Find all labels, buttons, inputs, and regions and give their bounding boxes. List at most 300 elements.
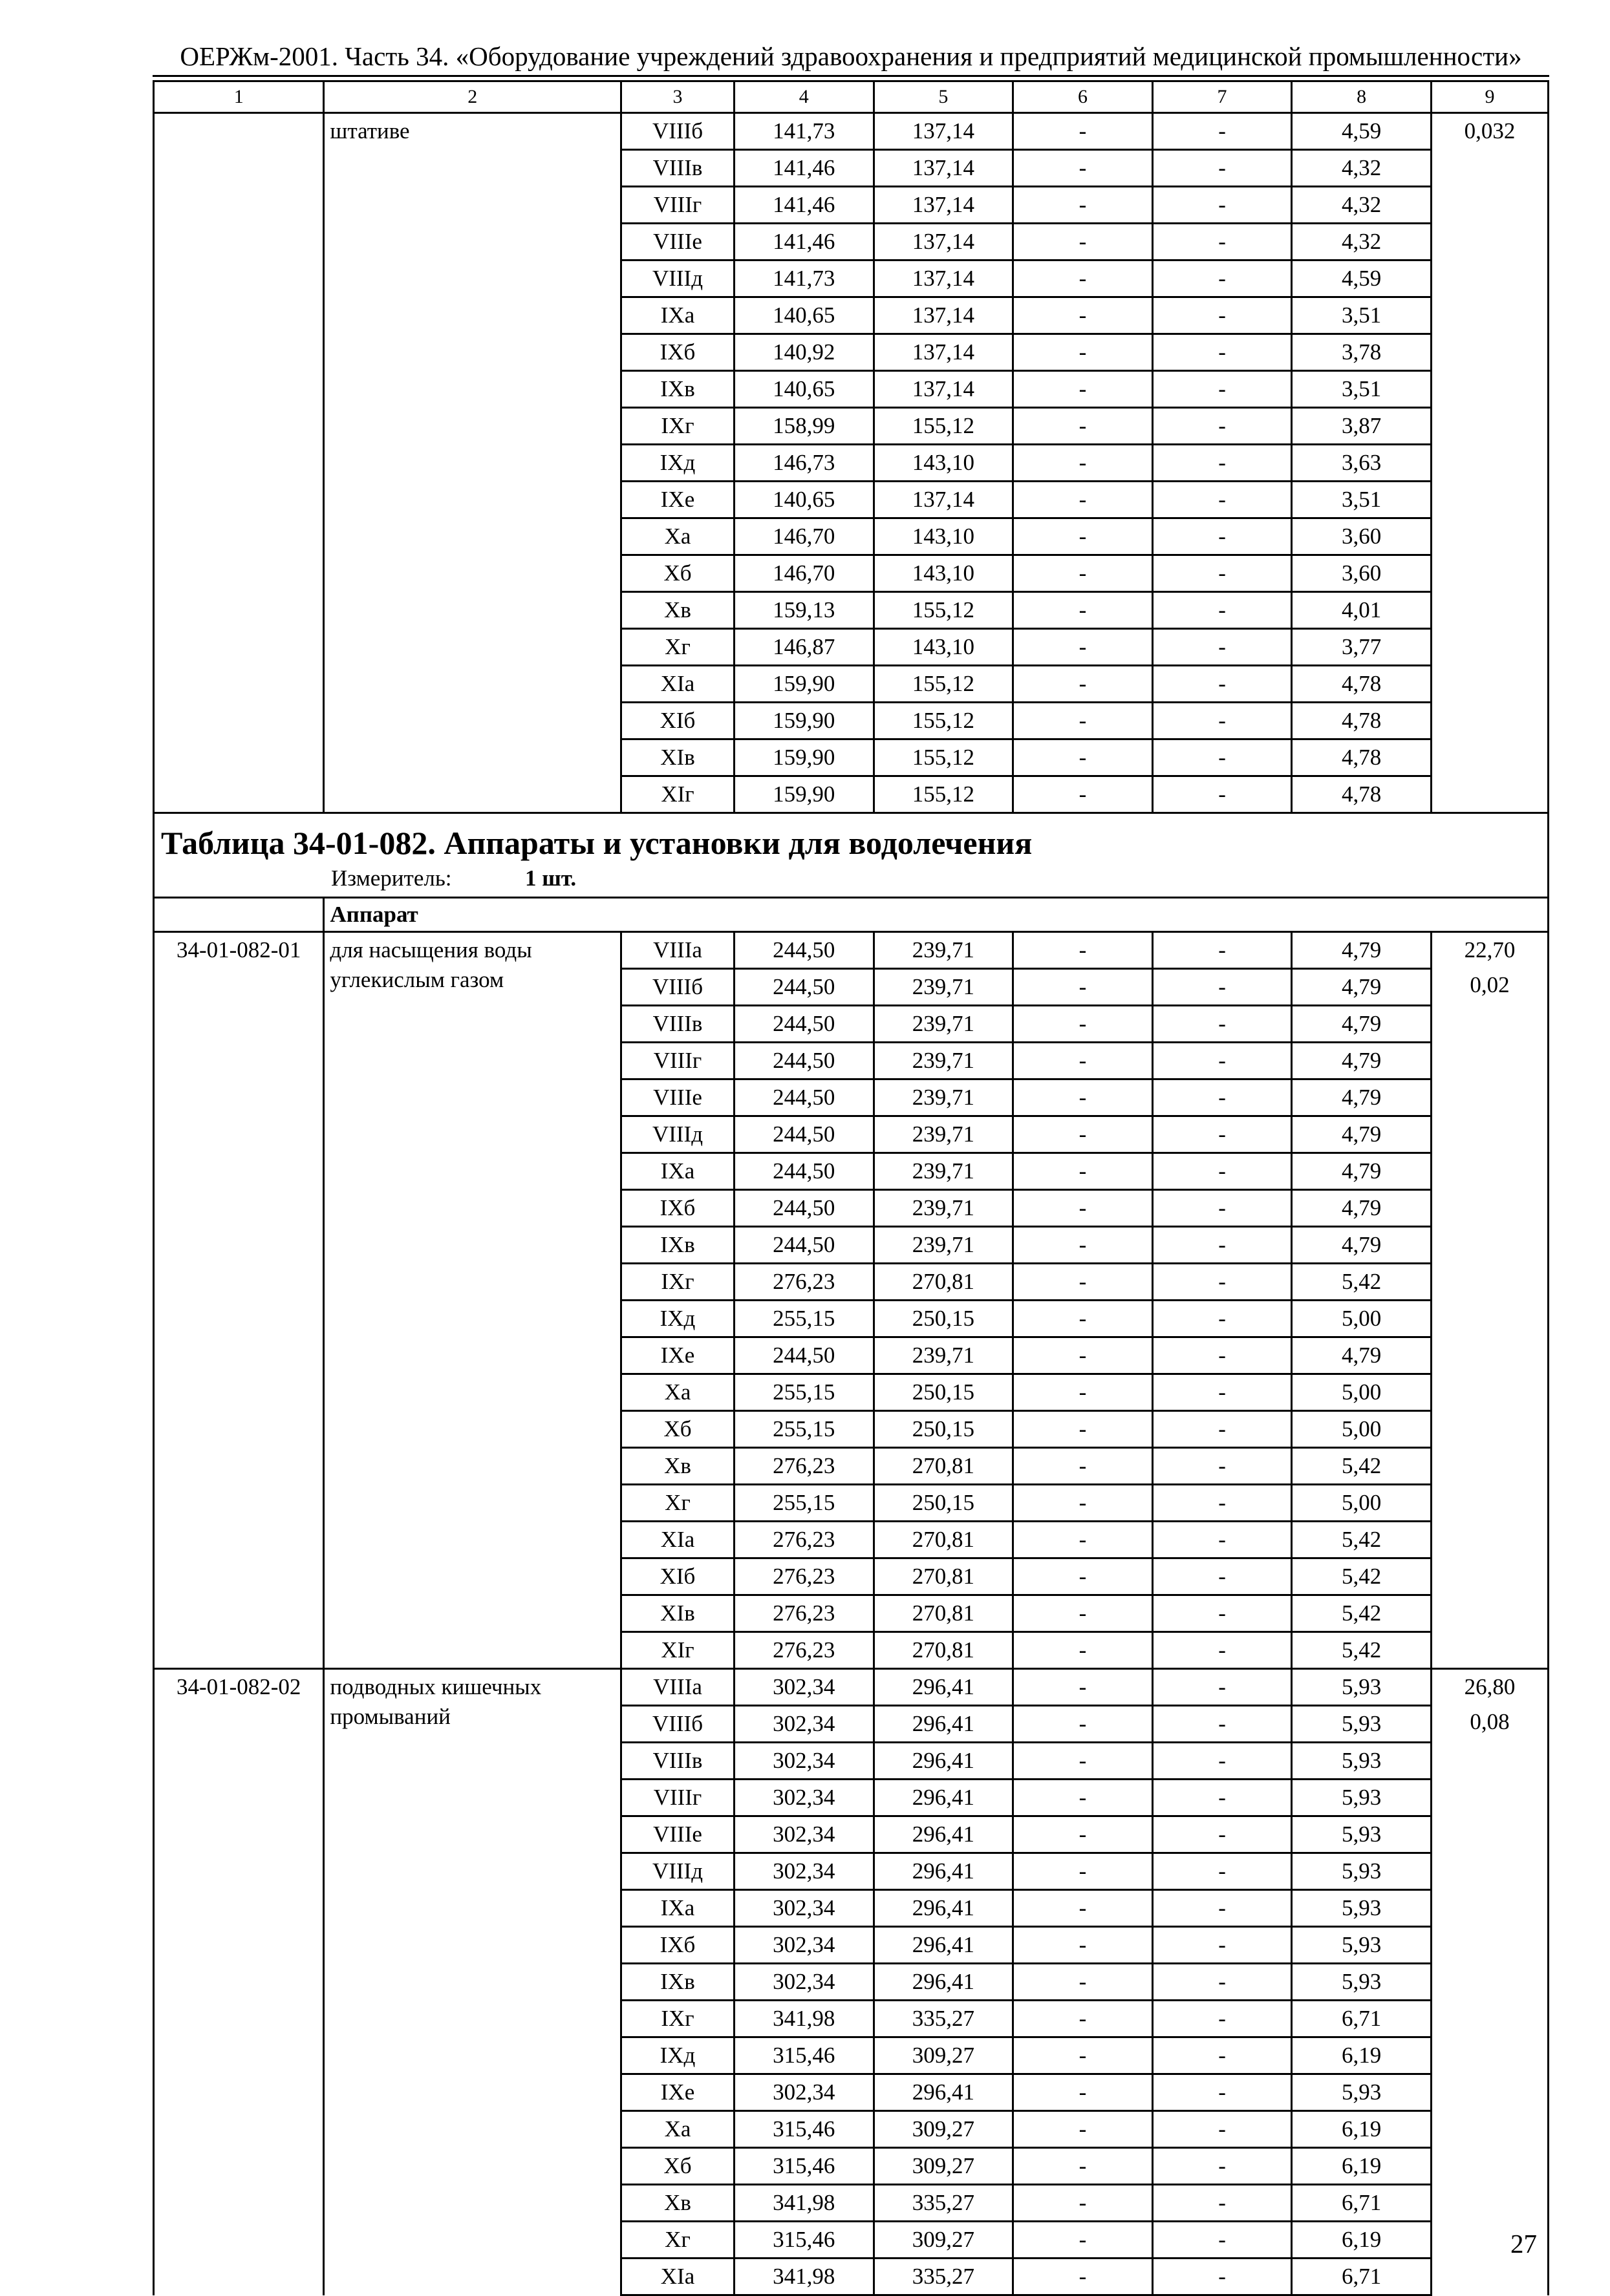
machine-costs-cell: - [1013, 1522, 1153, 1558]
direct-costs-cell: 341,98 [734, 2001, 874, 2037]
materials-cell: 5,42 [1292, 1264, 1432, 1301]
climate-zone-cell: VIIIг [621, 187, 735, 224]
wages-cell: 155,12 [874, 703, 1013, 739]
materials-cell: 6,71 [1292, 2259, 1432, 2295]
machinist-wages-cell: - [1152, 2185, 1292, 2222]
wages-cell: 143,10 [874, 445, 1013, 482]
direct-costs-cell: 302,34 [734, 1706, 874, 1743]
climate-zone-cell: Xа [621, 2111, 735, 2148]
direct-costs-cell: 302,34 [734, 1669, 874, 1706]
machinist-wages-cell: - [1152, 1301, 1292, 1337]
climate-zone-cell: XIг [621, 776, 735, 813]
machine-costs-cell: - [1013, 2037, 1153, 2074]
wages-cell: 239,71 [874, 1337, 1013, 1374]
direct-costs-cell: 159,90 [734, 739, 874, 776]
machinist-wages-cell: - [1152, 1927, 1292, 1964]
labor-cell [1431, 932, 1548, 1669]
machinist-wages-cell: - [1152, 1816, 1292, 1853]
machinist-wages-cell: - [1152, 1079, 1292, 1116]
machine-costs-cell: - [1013, 1006, 1153, 1043]
machinist-wages-cell: - [1152, 1706, 1292, 1743]
norm-code-cell: 34-01-082-02 [154, 1669, 324, 2295]
machine-costs-cell: - [1013, 1190, 1153, 1227]
direct-costs-cell: 159,13 [734, 592, 874, 629]
wages-cell: 155,12 [874, 408, 1013, 445]
machinist-wages-cell: - [1152, 334, 1292, 371]
machinist-wages-cell: - [1152, 703, 1292, 739]
machine-costs-cell: - [1013, 2074, 1153, 2111]
unit-line [155, 862, 1547, 897]
climate-zone-cell: VIIIг [621, 1780, 735, 1816]
wages-cell: 137,14 [874, 150, 1013, 187]
wages-cell: 155,12 [874, 776, 1013, 813]
direct-costs-cell: 302,34 [734, 1927, 874, 1964]
norm-code-cell [154, 113, 324, 813]
machine-costs-cell: - [1013, 445, 1153, 482]
direct-costs-cell: 255,15 [734, 1301, 874, 1337]
direct-costs-cell: 141,46 [734, 150, 874, 187]
machine-costs-cell: - [1013, 1153, 1153, 1190]
materials-cell: 5,00 [1292, 1485, 1432, 1522]
machinist-wages-cell: - [1152, 1632, 1292, 1669]
machine-costs-cell: - [1013, 1116, 1153, 1153]
wages-cell: 296,41 [874, 2074, 1013, 2111]
materials-cell: 5,93 [1292, 1669, 1432, 1706]
direct-costs-cell: 159,90 [734, 703, 874, 739]
machinist-wages-cell: - [1152, 1043, 1292, 1079]
machinist-wages-cell: - [1152, 1448, 1292, 1485]
direct-costs-cell: 302,34 [734, 1743, 874, 1780]
materials-cell: 5,42 [1292, 1558, 1432, 1595]
materials-cell: 4,78 [1292, 703, 1432, 739]
machinist-wages-cell: - [1152, 2222, 1292, 2259]
machinist-wages-cell: - [1152, 1485, 1292, 1522]
wages-cell: 270,81 [874, 1522, 1013, 1558]
wages-cell: 137,14 [874, 371, 1013, 408]
wages-cell: 137,14 [874, 482, 1013, 518]
materials-cell: 4,79 [1292, 1190, 1432, 1227]
climate-zone-cell: Xв [621, 1448, 735, 1485]
direct-costs-cell: 315,46 [734, 2037, 874, 2074]
materials-cell: 3,78 [1292, 334, 1432, 371]
machine-costs-cell: - [1013, 1706, 1153, 1743]
machinist-wages-cell: - [1152, 739, 1292, 776]
table-row [154, 932, 1549, 969]
materials-cell: 6,19 [1292, 2037, 1432, 2074]
machine-costs-cell: - [1013, 2185, 1153, 2222]
materials-cell: 5,93 [1292, 2074, 1432, 2111]
table-row [154, 113, 1549, 150]
machinist-wages-cell: - [1152, 150, 1292, 187]
climate-zone-cell: IXе [621, 1337, 735, 1374]
machine-costs-cell: - [1013, 150, 1153, 187]
climate-zone-cell: IXб [621, 1927, 735, 1964]
climate-zone-cell: VIIIд [621, 1853, 735, 1890]
materials-cell: 5,42 [1292, 1632, 1432, 1669]
column-number: 8 [1292, 81, 1432, 113]
machinist-wages-cell: - [1152, 1522, 1292, 1558]
machine-costs-cell: - [1013, 187, 1153, 224]
table-section-cell [154, 813, 1549, 898]
materials-cell: 4,32 [1292, 187, 1432, 224]
subsection-title: Аппарат [324, 898, 1549, 932]
direct-costs-cell: 341,98 [734, 2185, 874, 2222]
direct-costs-cell: 302,34 [734, 1853, 874, 1890]
climate-zone-cell: VIIIб [621, 1706, 735, 1743]
machinist-wages-cell: - [1152, 666, 1292, 703]
wages-cell: 270,81 [874, 1264, 1013, 1301]
materials-cell: 5,93 [1292, 1743, 1432, 1780]
machinist-wages-cell: - [1152, 2074, 1292, 2111]
direct-costs-cell: 244,50 [734, 1190, 874, 1227]
materials-cell: 4,79 [1292, 1337, 1432, 1374]
materials-cell: 4,32 [1292, 150, 1432, 187]
machinist-wages-cell: - [1152, 1153, 1292, 1190]
machine-costs-cell: - [1013, 518, 1153, 555]
wages-cell: 296,41 [874, 1853, 1013, 1890]
wages-cell: 296,41 [874, 1964, 1013, 2001]
unit-label: Измеритель: [331, 866, 452, 891]
machine-costs-cell: - [1013, 666, 1153, 703]
wages-cell: 137,14 [874, 297, 1013, 334]
machine-costs-cell: - [1013, 2111, 1153, 2148]
machinist-wages-cell: - [1152, 1558, 1292, 1595]
machinist-wages-cell: - [1152, 969, 1292, 1006]
machine-costs-cell: - [1013, 2222, 1153, 2259]
machine-costs-cell: - [1013, 1853, 1153, 1890]
machinist-wages-cell: - [1152, 1411, 1292, 1448]
climate-zone-cell: IXг [621, 408, 735, 445]
climate-zone-cell: VIIIб [621, 969, 735, 1006]
machinist-wages-cell: - [1152, 187, 1292, 224]
direct-costs-cell: 244,50 [734, 1227, 874, 1264]
climate-zone-cell: VIIIд [621, 260, 735, 297]
labor-value: 0,08 [1470, 1709, 1510, 1734]
wages-cell: 250,15 [874, 1301, 1013, 1337]
column-number: 2 [324, 81, 621, 113]
page-number: 27 [1510, 2229, 1537, 2259]
direct-costs-cell: 244,50 [734, 1153, 874, 1190]
column-number: 7 [1152, 81, 1292, 113]
materials-cell: 4,79 [1292, 1006, 1432, 1043]
climate-zone-cell: IXв [621, 1227, 735, 1264]
climate-zone-cell: IXв [621, 1964, 735, 2001]
wages-cell: 239,71 [874, 969, 1013, 1006]
machinist-wages-cell: - [1152, 1669, 1292, 1706]
climate-zone-cell: Xв [621, 592, 735, 629]
machine-costs-cell: - [1013, 739, 1153, 776]
climate-zone-cell: VIIIе [621, 1079, 735, 1116]
wages-cell: 270,81 [874, 1632, 1013, 1669]
machine-costs-cell: - [1013, 1264, 1153, 1301]
direct-costs-cell: 276,23 [734, 1632, 874, 1669]
materials-cell: 4,32 [1292, 224, 1432, 260]
machine-costs-cell: - [1013, 1079, 1153, 1116]
direct-costs-cell: 159,90 [734, 666, 874, 703]
climate-zone-cell: XIг [621, 1632, 735, 1669]
climate-zone-cell: IXа [621, 1890, 735, 1927]
machine-costs-cell: - [1013, 1890, 1153, 1927]
wages-cell: 143,10 [874, 555, 1013, 592]
materials-cell: 3,60 [1292, 555, 1432, 592]
materials-cell: 5,93 [1292, 1890, 1432, 1927]
climate-zone-cell: IXд [621, 1301, 735, 1337]
materials-cell: 5,00 [1292, 1411, 1432, 1448]
machinist-wages-cell: - [1152, 2001, 1292, 2037]
materials-cell: 5,00 [1292, 1374, 1432, 1411]
machinist-wages-cell: - [1152, 629, 1292, 666]
machine-costs-cell: - [1013, 1816, 1153, 1853]
climate-zone-cell: Xа [621, 518, 735, 555]
climate-zone-cell: XIа [621, 1522, 735, 1558]
materials-cell: 5,93 [1292, 1816, 1432, 1853]
wages-cell: 239,71 [874, 1116, 1013, 1153]
unit-value: 1 шт. [525, 866, 577, 891]
climate-zone-cell: Xг [621, 629, 735, 666]
direct-costs-cell: 146,87 [734, 629, 874, 666]
wages-cell: 335,27 [874, 2001, 1013, 2037]
machine-costs-cell: - [1013, 1780, 1153, 1816]
materials-cell: 5,93 [1292, 1853, 1432, 1890]
materials-cell: 4,01 [1292, 592, 1432, 629]
machinist-wages-cell: - [1152, 1116, 1292, 1153]
direct-costs-cell: 159,90 [734, 776, 874, 813]
direct-costs-cell: 302,34 [734, 1780, 874, 1816]
climate-zone-cell: Xб [621, 555, 735, 592]
machinist-wages-cell: - [1152, 555, 1292, 592]
machinist-wages-cell: - [1152, 445, 1292, 482]
wages-cell: 296,41 [874, 1706, 1013, 1743]
machinist-wages-cell: - [1152, 482, 1292, 518]
machinist-wages-cell: - [1152, 1264, 1292, 1301]
direct-costs-cell: 244,50 [734, 1337, 874, 1374]
wages-cell: 270,81 [874, 1558, 1013, 1595]
machine-costs-cell: - [1013, 1485, 1153, 1522]
machinist-wages-cell: - [1152, 1890, 1292, 1927]
machine-costs-cell: - [1013, 297, 1153, 334]
direct-costs-cell: 140,65 [734, 297, 874, 334]
materials-cell: 4,79 [1292, 1116, 1432, 1153]
machine-costs-cell: - [1013, 1927, 1153, 1964]
column-number: 4 [734, 81, 874, 113]
wages-cell: 309,27 [874, 2148, 1013, 2185]
climate-zone-cell: IXв [621, 371, 735, 408]
wages-cell: 335,27 [874, 2185, 1013, 2222]
climate-zone-cell: VIIIд [621, 1116, 735, 1153]
climate-zone-cell: XIб [621, 703, 735, 739]
climate-zone-cell: Xг [621, 1485, 735, 1522]
machine-costs-cell: - [1013, 1595, 1153, 1632]
wages-cell: 137,14 [874, 187, 1013, 224]
machine-costs-cell: - [1013, 260, 1153, 297]
machinist-wages-cell: - [1152, 2037, 1292, 2074]
machine-costs-cell: - [1013, 482, 1153, 518]
materials-cell: 5,42 [1292, 1522, 1432, 1558]
machine-costs-cell: - [1013, 1043, 1153, 1079]
wages-cell: 137,14 [874, 260, 1013, 297]
materials-cell: 3,51 [1292, 297, 1432, 334]
materials-cell: 5,93 [1292, 1706, 1432, 1743]
machine-costs-cell: - [1013, 932, 1153, 969]
machinist-wages-cell: - [1152, 1853, 1292, 1890]
machinist-wages-cell: - [1152, 1227, 1292, 1264]
materials-cell: 4,79 [1292, 969, 1432, 1006]
machinist-wages-cell: - [1152, 2259, 1292, 2295]
climate-zone-cell: IXг [621, 2001, 735, 2037]
direct-costs-cell: 141,46 [734, 224, 874, 260]
climate-zone-cell: IXа [621, 1153, 735, 1190]
direct-costs-cell: 315,46 [734, 2148, 874, 2185]
machinist-wages-cell: - [1152, 224, 1292, 260]
direct-costs-cell: 244,50 [734, 1043, 874, 1079]
machinist-wages-cell: - [1152, 371, 1292, 408]
materials-cell: 3,77 [1292, 629, 1432, 666]
norm-code-cell: 34-01-082-01 [154, 932, 324, 1669]
machine-costs-cell: - [1013, 1227, 1153, 1264]
table-row [154, 1669, 1549, 1706]
machine-costs-cell: - [1013, 408, 1153, 445]
wages-cell: 239,71 [874, 932, 1013, 969]
machine-costs-cell: - [1013, 1374, 1153, 1411]
materials-cell: 3,63 [1292, 445, 1432, 482]
climate-zone-cell: IXа [621, 297, 735, 334]
machine-costs-cell: - [1013, 2148, 1153, 2185]
machine-costs-cell: - [1013, 1411, 1153, 1448]
wages-cell: 250,15 [874, 1411, 1013, 1448]
climate-zone-cell: VIIIб [621, 113, 735, 150]
direct-costs-cell: 302,34 [734, 2074, 874, 2111]
materials-cell: 6,71 [1292, 2185, 1432, 2222]
table-title: Таблица 34-01-082. Аппараты и установки для водолечения [161, 825, 1033, 861]
labor-cell [1431, 1669, 1548, 2295]
machinist-wages-cell: - [1152, 260, 1292, 297]
climate-zone-cell: IXе [621, 2074, 735, 2111]
materials-cell: 5,42 [1292, 1448, 1432, 1485]
norm-name-cell: для насыщения воды углекислым газом [324, 932, 621, 1669]
materials-cell: 5,00 [1292, 1301, 1432, 1337]
wages-cell: 309,27 [874, 2037, 1013, 2074]
norm-name-cell: штативе [324, 113, 621, 813]
direct-costs-cell: 255,15 [734, 1374, 874, 1411]
direct-costs-cell: 140,92 [734, 334, 874, 371]
climate-zone-cell: Xг [621, 2222, 735, 2259]
wages-cell: 296,41 [874, 1669, 1013, 1706]
machine-costs-cell: - [1013, 334, 1153, 371]
direct-costs-cell: 276,23 [734, 1558, 874, 1595]
materials-cell: 3,87 [1292, 408, 1432, 445]
direct-costs-cell: 244,50 [734, 969, 874, 1006]
climate-zone-cell: VIIIг [621, 1043, 735, 1079]
climate-zone-cell: XIб [621, 1558, 735, 1595]
climate-zone-cell: VIIIа [621, 1669, 735, 1706]
climate-zone-cell: VIIIв [621, 150, 735, 187]
climate-zone-cell: VIIIе [621, 1816, 735, 1853]
materials-cell: 4,59 [1292, 260, 1432, 297]
wages-cell: 296,41 [874, 1743, 1013, 1780]
column-number: 1 [154, 81, 324, 113]
subsection-row [154, 898, 1549, 932]
header-rule [153, 75, 1549, 77]
climate-zone-cell: Xб [621, 2148, 735, 2185]
direct-costs-cell: 302,34 [734, 1890, 874, 1927]
direct-costs-cell: 315,46 [734, 2222, 874, 2259]
wages-cell: 137,14 [874, 334, 1013, 371]
climate-zone-cell: VIIIа [621, 932, 735, 969]
machine-costs-cell: - [1013, 555, 1153, 592]
machine-costs-cell: - [1013, 1301, 1153, 1337]
direct-costs-cell: 146,70 [734, 518, 874, 555]
wages-cell: 239,71 [874, 1006, 1013, 1043]
wages-cell: 143,10 [874, 518, 1013, 555]
machine-costs-cell: - [1013, 776, 1153, 813]
machine-costs-cell: - [1013, 969, 1153, 1006]
wages-cell: 155,12 [874, 592, 1013, 629]
machine-costs-cell: - [1013, 224, 1153, 260]
wages-cell: 239,71 [874, 1227, 1013, 1264]
wages-cell: 270,81 [874, 1595, 1013, 1632]
materials-cell: 4,78 [1292, 666, 1432, 703]
machinist-wages-cell: - [1152, 1595, 1292, 1632]
machinist-wages-cell: - [1152, 2111, 1292, 2148]
wages-cell: 137,14 [874, 224, 1013, 260]
direct-costs-cell: 276,23 [734, 1522, 874, 1558]
wages-cell: 250,15 [874, 1374, 1013, 1411]
wages-cell: 137,14 [874, 113, 1013, 150]
materials-cell: 3,51 [1292, 482, 1432, 518]
climate-zone-cell: IXг [621, 1264, 735, 1301]
direct-costs-cell: 244,50 [734, 932, 874, 969]
machinist-wages-cell: - [1152, 408, 1292, 445]
wages-cell: 155,12 [874, 666, 1013, 703]
machine-costs-cell: - [1013, 629, 1153, 666]
column-number: 6 [1013, 81, 1153, 113]
machinist-wages-cell: - [1152, 1006, 1292, 1043]
labor-value: 0,032 [1464, 118, 1516, 144]
materials-cell: 4,79 [1292, 1043, 1432, 1079]
machinist-wages-cell: - [1152, 932, 1292, 969]
climate-zone-cell: XIв [621, 1595, 735, 1632]
machine-costs-cell: - [1013, 1964, 1153, 2001]
page-header-title: ОЕРЖм-2001. Часть 34. «Оборудование учреждений здравоохранения и предприятий медицинской промышленности» [180, 41, 1522, 71]
machine-costs-cell: - [1013, 592, 1153, 629]
wages-cell: 335,27 [874, 2259, 1013, 2295]
direct-costs-cell: 146,73 [734, 445, 874, 482]
machine-costs-cell: - [1013, 1669, 1153, 1706]
machine-costs-cell: - [1013, 1558, 1153, 1595]
wages-cell: 239,71 [874, 1079, 1013, 1116]
direct-costs-cell: 140,65 [734, 482, 874, 518]
labor-value: 22,70 [1464, 937, 1516, 962]
machine-costs-cell: - [1013, 703, 1153, 739]
column-number: 5 [874, 81, 1013, 113]
column-numbers-row [154, 81, 1549, 113]
machine-costs-cell: - [1013, 1743, 1153, 1780]
climate-zone-cell: Xа [621, 1374, 735, 1411]
materials-cell: 4,79 [1292, 932, 1432, 969]
direct-costs-cell: 276,23 [734, 1595, 874, 1632]
direct-costs-cell: 244,50 [734, 1006, 874, 1043]
materials-cell: 4,78 [1292, 776, 1432, 813]
direct-costs-cell: 140,65 [734, 371, 874, 408]
climate-zone-cell: IXд [621, 445, 735, 482]
subsection-blank-cell [154, 898, 324, 932]
machine-costs-cell: - [1013, 1448, 1153, 1485]
direct-costs-cell: 158,99 [734, 408, 874, 445]
machinist-wages-cell: - [1152, 297, 1292, 334]
materials-cell: 6,71 [1292, 2001, 1432, 2037]
materials-cell: 4,78 [1292, 739, 1432, 776]
materials-cell: 5,93 [1292, 1780, 1432, 1816]
